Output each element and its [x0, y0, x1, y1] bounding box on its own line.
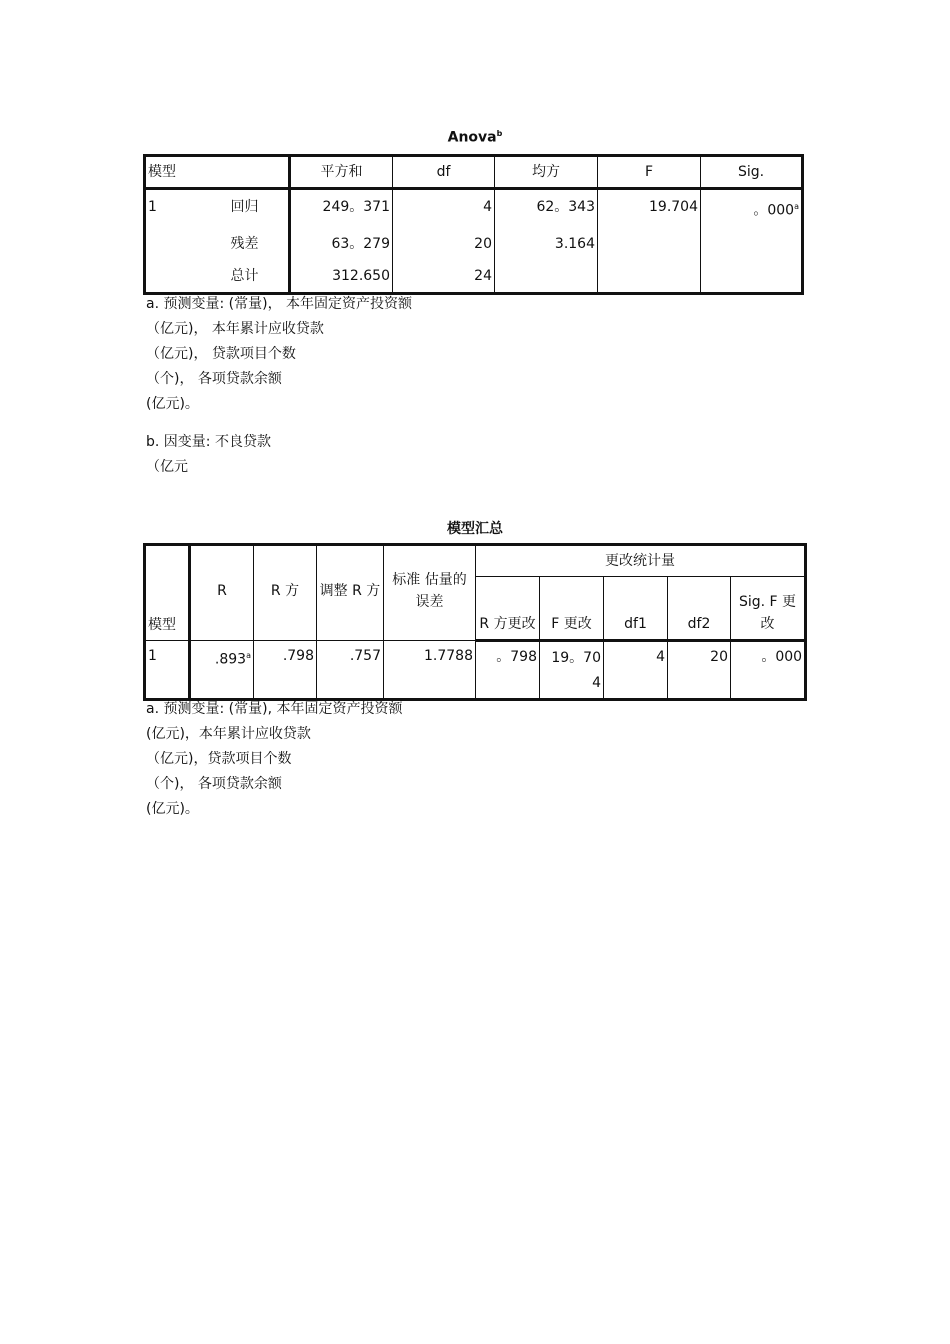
header-change-statistics: 更改统计量 [476, 545, 806, 577]
header-mean-square: 均方 [495, 156, 598, 189]
header-model: 模型 [145, 545, 190, 641]
header-r-square: R 方 [254, 545, 317, 641]
header-sig: Sig. [701, 156, 803, 189]
cell-ms: 3.164 [495, 228, 598, 260]
header-std-error: 标准 估量的 误差 [384, 545, 476, 641]
table-row [145, 641, 806, 700]
summary-footnote-5: (亿元)。 [146, 801, 199, 817]
header-r-square-change: R 方更改 [476, 577, 540, 641]
table-row [145, 189, 803, 229]
cell-df: 20 [393, 228, 495, 260]
summary-title: 模型汇总 [447, 521, 503, 537]
anova-footnote-a-5: (亿元)。 [146, 396, 199, 412]
summary-footnote-1: a. 预测变量: (常量), 本年固定资产投资额 [146, 701, 403, 717]
cell-std-error: 1.7788 [384, 641, 476, 700]
cell-r: .893$^a$ [190, 641, 254, 700]
anova-footnote-a-1: a. 预测变量: (常量)， 本年固定资产投资额 [146, 296, 413, 312]
row-label: 回归 [219, 189, 290, 229]
cell-df: 4 [393, 189, 495, 229]
summary-footnote-4: （个)， 各项贷款余额 [146, 776, 282, 792]
header-df: df [393, 156, 495, 189]
anova-header-row [145, 156, 803, 189]
model-number: 1 [148, 199, 157, 215]
row-label: 残差 [219, 228, 290, 260]
row-label: 总计 [219, 260, 290, 294]
cell-r-square-change: 。798 [476, 641, 540, 700]
anova-footnote-b-2: （亿元 [146, 459, 188, 475]
anova-footnote-a-4: （个)， 各项贷款余额 [146, 371, 282, 387]
header-sig-f-change: Sig. F 更 改 [731, 577, 806, 641]
cell-df1: 4 [604, 641, 668, 700]
header-model: 模型 [145, 156, 290, 189]
cell-ss: 249。371 [290, 189, 393, 229]
cell-adjusted-r-square: .757 [317, 641, 384, 700]
header-sum-of-squares: 平方和 [290, 156, 393, 189]
header-df2: df2 [668, 577, 731, 641]
header-df1: df1 [604, 577, 668, 641]
cell-sig: 。000$^a$ [701, 189, 803, 229]
cell-ms: 62。343 [495, 189, 598, 229]
header-f: F [598, 156, 701, 189]
anova-title: Anova$^b$ [447, 129, 503, 146]
summary-footnote-2: (亿元)，本年累计应收贷款 [146, 726, 311, 742]
model-summary-table [143, 543, 807, 701]
table-row [145, 260, 803, 294]
model-number: 1 [145, 641, 190, 700]
cell-ss: 63。279 [290, 228, 393, 260]
cell-df2: 20 [668, 641, 731, 700]
cell-ss: 312.650 [290, 260, 393, 294]
anova-footnote-a-3: （亿元)， 贷款项目个数 [146, 346, 296, 362]
summary-footnote-3: （亿元)，贷款项目个数 [146, 751, 292, 767]
header-r: R [190, 545, 254, 641]
anova-footnote-b-1: b. 因变量: 不良贷款 [146, 434, 271, 450]
anova-table [143, 154, 804, 295]
header-adjusted-r-square: 调整 R 方 [317, 545, 384, 641]
cell-f: 19.704 [598, 189, 701, 229]
cell-r-square: .798 [254, 641, 317, 700]
cell-df: 24 [393, 260, 495, 294]
header-f-change: F 更改 [540, 577, 604, 641]
anova-footnote-a-2: （亿元)， 本年累计应收贷款 [146, 321, 324, 337]
cell-sig-f-change: 。000 [731, 641, 806, 700]
table-row [145, 228, 803, 260]
cell-f-change: 19。70 4 [540, 641, 604, 700]
